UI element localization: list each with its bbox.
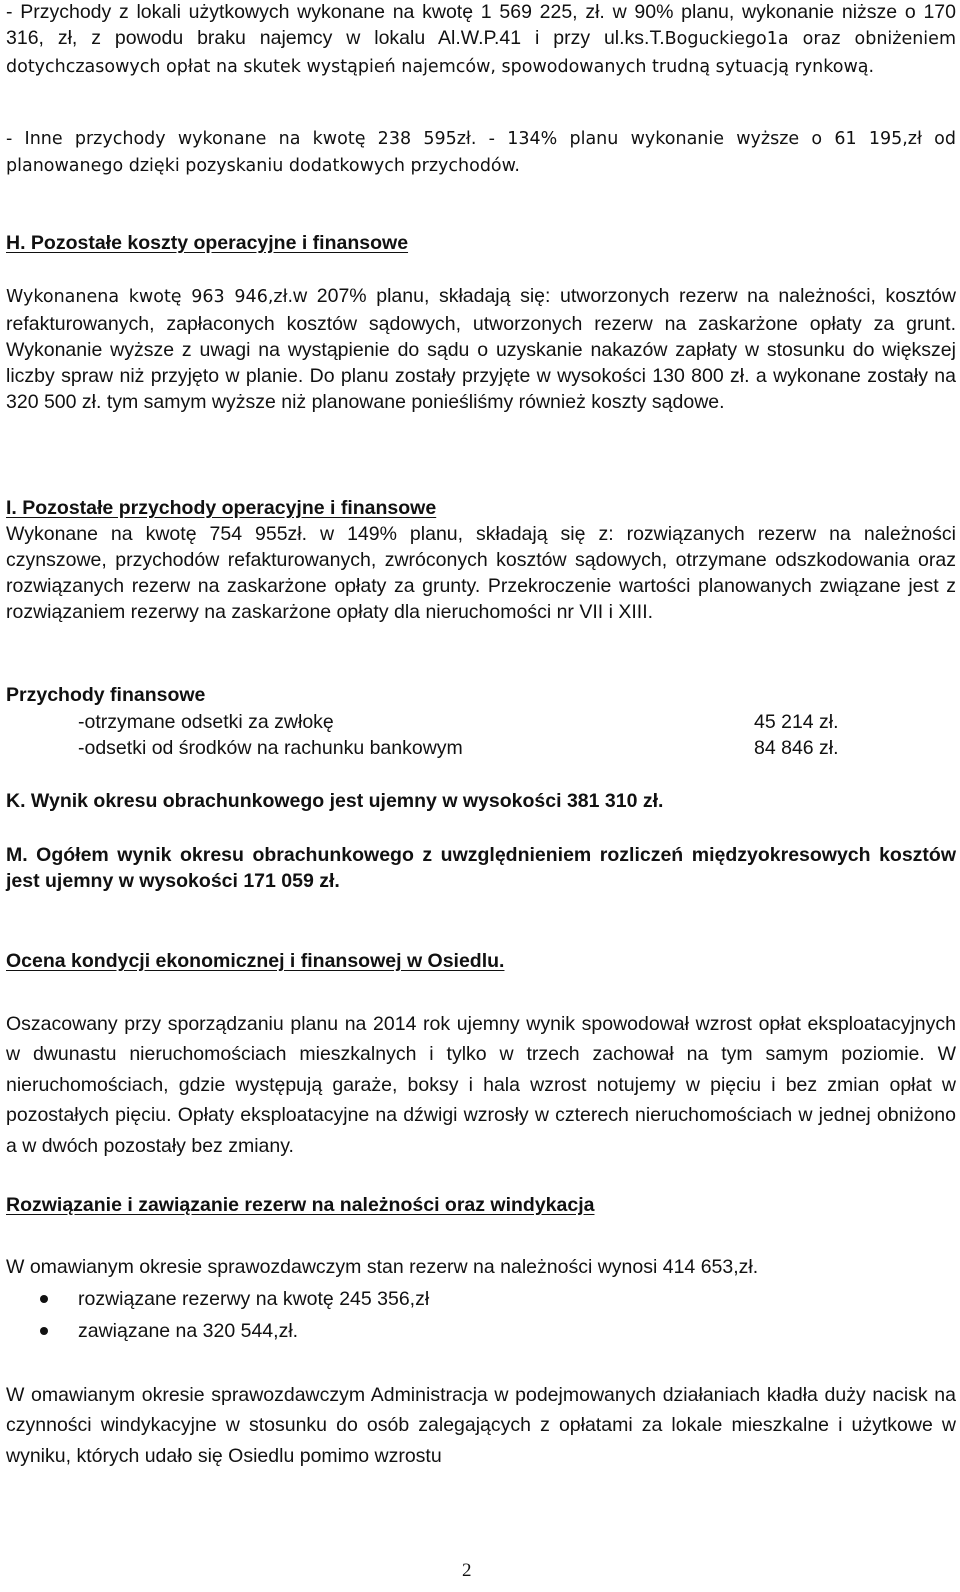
section-i-heading: I. Pozostałe przychody operacyjne i finansowe <box>6 497 437 519</box>
other-income-lead: - Inne przychody wykonane na kwotę 238 595zł. <box>6 129 477 149</box>
finance-income-heading: Przychody finansowe <box>6 684 206 706</box>
reserves-heading: Rozwiązanie i zawiązanie rezerw na należności oraz windykacja <box>6 1194 595 1216</box>
bullet-icon <box>40 1327 48 1335</box>
finance-item-amount: 45 214 zł. <box>754 711 839 733</box>
commercial-income-text-cont: Boguckiego1a oraz obniżeniem dotychczasowych opłat na skutek wystąpień najemców, spowodowanych trudną sytuacją rynkową. <box>6 29 956 77</box>
section-h-body: w 207% planu, składają się: utworzonych rezerw na należności, kosztów refakturowanych, zapłaconych kosztów sądowych, utworzonych rezerw na zaskarżone opłaty za grunt. Wykonanie wyższe z uwagi na wystąpienie do sądu o uzyskanie nakazów zapłaty w stosunku do większej liczby spraw niż przyjęto w planie. Do planu zostały przyjęte w wysokości 130 800 zł. a wykonane zostały na 320 500 zł. tym samym wyższe niż planowane ponieśliśmy również koszty sądowe. <box>6 285 956 413</box>
section-k-result: K. Wynik okresu obrachunkowego jest ujemny w wysokości 381 310 zł. <box>6 790 664 812</box>
paragraph-other-income <box>6 126 956 179</box>
section-m-result: M. Ogółem wynik okresu obrachunkowego z uwzględnieniem rozliczeń międzyokresowych kosztów jest ujemny w wysokości 171 059 zł. <box>6 844 956 892</box>
section-i-paragraph: Wykonane na kwotę 754 955zł. w 149% planu, składają się z: rozwiązanych rezerw na należności czynszowe, przychodów refakturowanych, zwróconych kosztów sądowych, otrzymane odszkodowania oraz rozwiązanych rezerw na zaskarżone opłaty za grunty. Przekroczenie wartości planowanych związane jest z rozwiązaniem rezerwy na zaskarżone opłaty dla nieruchomości nr VII i XIII. <box>6 523 956 623</box>
section-h-lead: Wykonanena kwotę 963 946,zł. <box>6 287 294 307</box>
section-h-heading: H. Pozostałe koszty operacyjne i finansowe <box>6 232 409 254</box>
assessment-paragraph: Oszacowany przy sporządzaniu planu na 2014 rok ujemny wynik spowodował wzrost opłat eksploatacyjnych w dwunastu nieruchomościach mieszkalnych i tylko w trzech zachował na tym samym poziomie. W nieruchomościach, gdzie występują garaże, boksy i hala wzrost notujemy w pięciu i bez zmian opłat w pozostałych pięciu. Opłaty eksploatacyjne na dźwigi wzrosły w czterech nieruchomościach w jednej obniżono a w dwóch pozostały bez zmiany. <box>6 1013 956 1157</box>
reserves-bullet-item <box>40 1318 640 1344</box>
other-income-text: - 134% planu wykonanie wyższe o 61 195,zł od planowanego dzięki pozyskaniu dodatkowych przychodów. <box>6 129 956 176</box>
reserves-intro: W omawianym okresie sprawozdawczym stan rezerw na należności wynosi 414 653,zł. <box>6 1256 759 1278</box>
bullet-text: zawiązane na 320 544,zł. <box>78 1320 299 1342</box>
assessment-heading: Ocena kondycji ekonomicznej i finansowej w Osiedlu. <box>6 950 505 972</box>
paragraph-commercial-income <box>6 0 956 80</box>
section-h-paragraph <box>6 283 956 415</box>
bullet-text: rozwiązane rezerwy na kwotę 245 356,zł <box>78 1288 430 1310</box>
reserves-closing-paragraph: W omawianym okresie sprawozdawczym Administracja w podejmowanych działaniach kładła duży nacisk na czynności windykacyjne w stosunku do osób zalegających z opłatami za lokale mieszkalne i użytkowe w wyniku, których udało się Osiedlu pomimo wzrostu <box>6 1384 956 1467</box>
bullet-icon <box>40 1295 48 1303</box>
finance-item-label: -otrzymane odsetki za zwłokę <box>78 711 334 733</box>
reserves-bullet-item <box>40 1286 640 1312</box>
finance-item-amount: 84 846 zł. <box>754 737 839 759</box>
page-number: 2 <box>462 1560 472 1581</box>
finance-item-label: -odsetki od środków na rachunku bankowym <box>78 737 463 759</box>
commercial-income-text: - Przychody z lokali użytkowych wykonane na kwotę 1 569 225, zł. w 90% planu, wykonanie niższe o 170 316, zł, z powodu braku najemcy w lokalu Al.W.P.41 i przy ul.ks.T. <box>6 1 956 49</box>
